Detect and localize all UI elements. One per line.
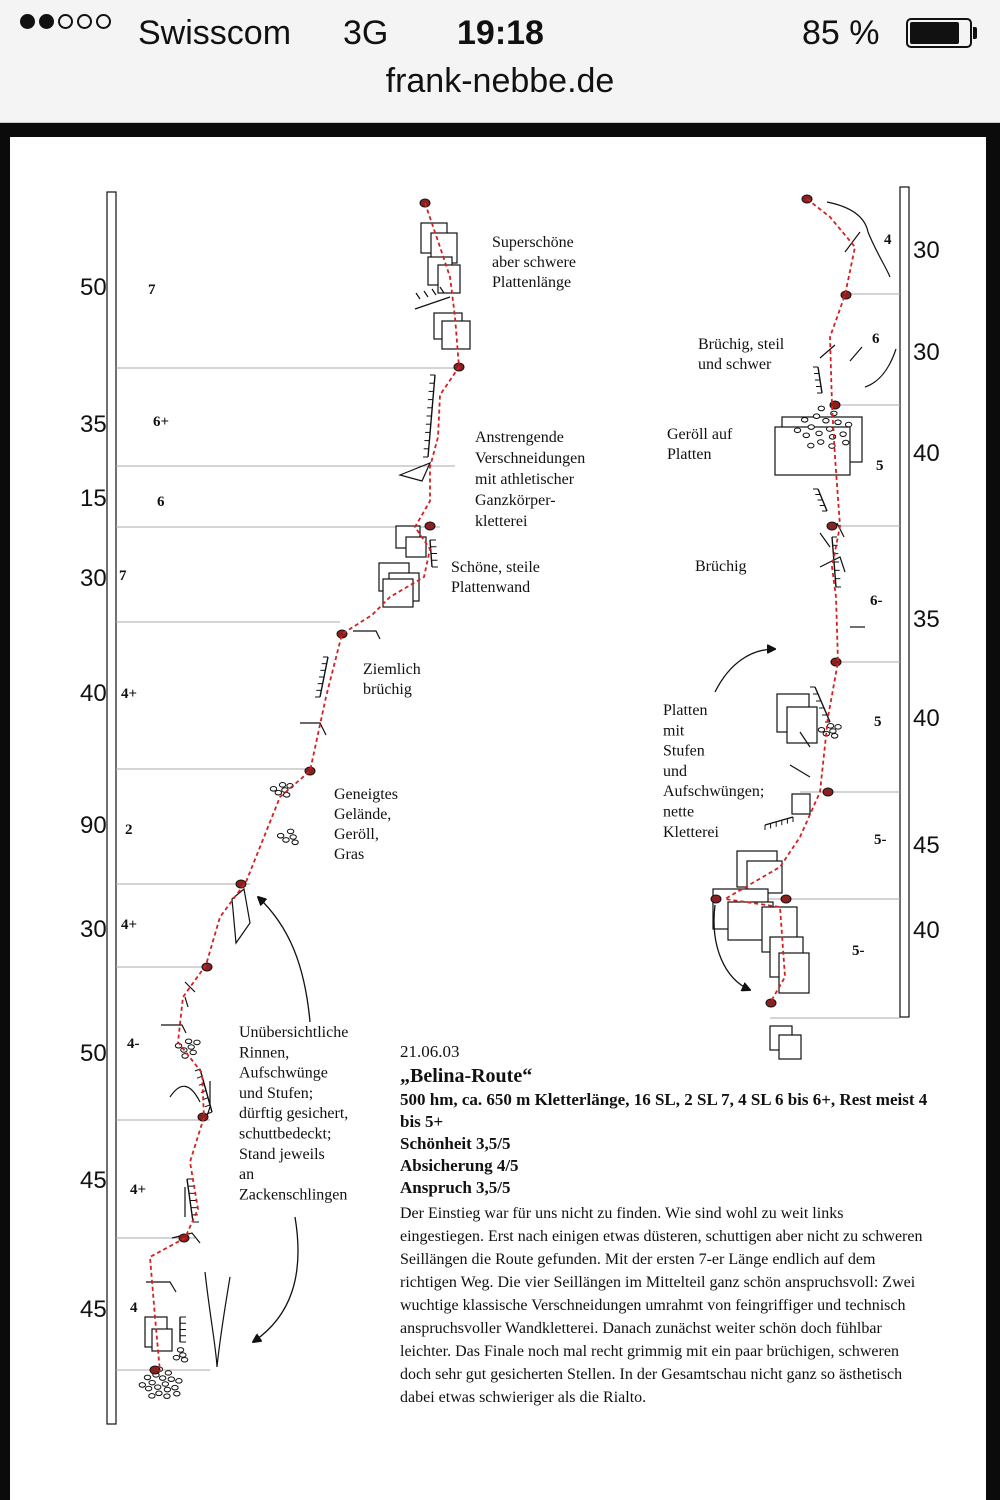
right-pitch-grade: 6 xyxy=(872,331,880,347)
rock-feature xyxy=(170,1086,200,1102)
annotation-rinnen: Aufschwünge xyxy=(239,1064,328,1082)
right-pitch-grade: 5 xyxy=(874,714,882,730)
annotation-stufen: mit xyxy=(663,722,685,740)
left-pitch-grade: 7 xyxy=(119,568,127,584)
left-pitch-length: 30 xyxy=(80,916,107,943)
right-pitch-length: 40 xyxy=(913,440,940,467)
battery-level-fill xyxy=(910,22,959,44)
scree-dot xyxy=(180,1353,186,1358)
rock-feature xyxy=(827,202,890,277)
scree-dot xyxy=(168,1377,174,1382)
left-pitch-grade: 4+ xyxy=(130,1182,147,1198)
scree-dot xyxy=(813,414,819,419)
hatch-tick xyxy=(205,1105,210,1107)
left-pitch-grade: 4+ xyxy=(121,917,138,933)
scree-dot xyxy=(823,418,829,423)
scree-dot xyxy=(149,1394,155,1399)
scree-dot xyxy=(185,1039,191,1044)
scree-dot xyxy=(835,420,841,425)
scree-dot xyxy=(803,433,809,438)
scree-dot xyxy=(174,1391,180,1396)
left-pitch-grade: 6+ xyxy=(153,414,170,430)
right-pitch-length: 30 xyxy=(913,339,940,366)
annotation-verschneidungen: Ganzkörper- xyxy=(475,492,556,509)
annotation-rinnen: Zackenschlingen xyxy=(239,1186,348,1204)
annotation-rinnen: und Stufen; xyxy=(239,1084,314,1102)
scree-dot xyxy=(165,1371,171,1376)
rock-feature xyxy=(820,533,830,547)
left-pitch-length: 50 xyxy=(80,274,107,301)
belay-station xyxy=(827,522,837,530)
right-pitch-grade: 4 xyxy=(884,232,892,248)
battery-percent: 85 % xyxy=(802,14,880,52)
scree-dot xyxy=(279,783,285,788)
left-pitch-grade: 4+ xyxy=(121,686,138,702)
belay-station xyxy=(781,895,791,903)
hatch-tick xyxy=(197,1076,202,1078)
left-pitch-length: 40 xyxy=(80,680,107,707)
right-pitch-grade: 5 xyxy=(876,458,884,474)
rock-feature xyxy=(300,723,326,735)
annotation-bruechig_left: Ziemlich xyxy=(363,661,421,678)
annotation-plattenlaenge: Plattenlänge xyxy=(492,274,572,291)
left-pitch-length: 30 xyxy=(80,565,107,592)
scree-dot xyxy=(843,440,849,445)
scree-dot xyxy=(194,1040,200,1045)
annotation-stufen: nette xyxy=(663,803,695,821)
annotation-gelaende: Geneigtes xyxy=(334,786,398,803)
scree-dot xyxy=(831,734,837,739)
scree-dot xyxy=(181,1357,187,1362)
annotation-stufen: Aufschwüngen; xyxy=(663,783,765,801)
annotation-rinnen: an xyxy=(239,1166,255,1184)
scree-dot xyxy=(835,725,841,730)
right-pitch-length: 30 xyxy=(913,237,940,264)
left-pitch-grade: 4 xyxy=(130,1300,138,1316)
annotation-gelaende: Gras xyxy=(334,846,365,863)
scree-dot xyxy=(827,724,833,729)
web-content[interactable] xyxy=(0,123,1000,1500)
direction-arrow xyxy=(715,649,775,692)
battery-icon xyxy=(906,18,972,48)
scree-dot xyxy=(816,431,822,436)
battery-nub xyxy=(973,27,977,39)
route-report-text: Der Einstieg war für uns nicht zu finden. Wie sind wohl zu weit links eingestiegen. Erst nach einigen etwas düsteren, schuttigen aber nicht zu schweren Seillängen die Route gefunden. Mit der ersten 7-er Länge endlich auf dem richtigen Weg. Die vier Seillängen im Mittelteil ganz schön anspruchsvoll: Zwei wuchtige klassische Verschneidungen umrahmt von feingriffiger und technisch anspruchsvoller Wandkletterei. Danach zunächst weiter schön doch fühlbar leichter. Das Finale noch mal recht grimmig mit ein paar brüchigen, schweren doch sehr gut gesicherten Stellen. In der Gesamtschau nicht ganz so ästhetisch dabei etwas schwieriger als die Rialto. xyxy=(400,1205,923,1406)
annotation-steil: und schwer xyxy=(698,356,772,373)
belay-station xyxy=(831,658,841,666)
annotation-steil: Brüchig, steil xyxy=(698,336,785,353)
scree-dot xyxy=(283,838,289,843)
annotation-geroell: Platten xyxy=(667,446,712,463)
rock-feature xyxy=(205,1272,230,1367)
scree-dot xyxy=(808,443,814,448)
rock-slab xyxy=(775,427,850,475)
scree-dot xyxy=(145,1386,151,1391)
scree-dot xyxy=(155,1385,161,1390)
direction-arrow xyxy=(253,1217,298,1342)
signal-strength-icon xyxy=(20,14,115,29)
left-pitch-length: 50 xyxy=(80,1040,107,1067)
right-pitch-grade: 6- xyxy=(870,593,883,609)
rock-slab xyxy=(787,707,817,743)
annotation-verschneidungen: kletterei xyxy=(475,513,528,530)
rating-difficulty: Anspruch 3,5/5 xyxy=(400,1178,511,1197)
rock-feature xyxy=(353,631,380,639)
belay-station xyxy=(425,522,435,530)
scree-dot xyxy=(156,1391,162,1396)
scree-dot xyxy=(164,1387,170,1392)
scree-dot xyxy=(270,787,276,792)
belay-station xyxy=(823,788,833,796)
annotation-plattenwand: Plattenwand xyxy=(451,579,531,596)
annotation-verschneidungen: Anstrengende xyxy=(475,429,564,446)
right-pitch-length: 40 xyxy=(913,705,940,732)
annotation-stufen: Stufen xyxy=(663,742,705,760)
scree-dot xyxy=(794,428,800,433)
scree-dot xyxy=(173,1355,179,1360)
status-bar xyxy=(0,0,1000,123)
scree-dot xyxy=(830,729,836,734)
annotation-plattenwand: Schöne, steile xyxy=(451,559,540,576)
scree-dot xyxy=(149,1380,155,1385)
annotation-rinnen: Unübersichtliche xyxy=(239,1024,349,1041)
route-stats: 500 hm, ca. 650 m Kletterlänge, 16 SL, 2 SL 7, 4 SL 6 bis 6+, Rest meist 4 bis 5+ xyxy=(400,1090,928,1131)
scree-dot xyxy=(277,833,283,838)
scree-dot xyxy=(176,1379,182,1384)
left-pitch-grade: 4- xyxy=(127,1036,140,1052)
right-pitch-grade: 5- xyxy=(852,943,865,959)
topo-page xyxy=(10,137,986,1500)
scree-dot xyxy=(292,840,298,845)
annotation-stufen: Kletterei xyxy=(663,823,719,841)
belay-station xyxy=(711,895,721,903)
scree-dot xyxy=(845,422,851,427)
rock-feature xyxy=(820,345,862,361)
annotation-stufen: Platten xyxy=(663,702,708,719)
annotation-gelaende: Geröll, xyxy=(334,826,379,843)
annotation-gelaende: Gelände, xyxy=(334,806,392,823)
scree-dot xyxy=(818,440,824,445)
rock-feature xyxy=(790,765,810,777)
left-scale-bar xyxy=(107,192,116,1424)
right-pitch-length: 45 xyxy=(913,832,940,859)
annotation-rinnen: dürftig gesichert, xyxy=(239,1105,349,1123)
scree-dot xyxy=(139,1383,145,1388)
scree-dot xyxy=(162,1382,168,1387)
rock-slab xyxy=(152,1329,172,1351)
belay-station xyxy=(236,880,246,888)
route-date: 21.06.03 xyxy=(400,1042,460,1061)
annotation-rinnen: Stand jeweils xyxy=(239,1145,325,1163)
scree-dot xyxy=(164,1394,170,1399)
right-pitch-grade: 5- xyxy=(874,832,887,848)
scree-dot xyxy=(188,1045,194,1050)
rock-feature xyxy=(865,349,896,387)
right-pitch-length: 40 xyxy=(913,917,940,944)
direction-arrow xyxy=(258,897,310,1022)
scree-dot xyxy=(840,432,846,437)
left-pitch-length: 90 xyxy=(80,812,107,839)
rock-feature xyxy=(185,982,195,1007)
scree-dot xyxy=(801,418,807,423)
rock-slab xyxy=(792,794,810,814)
annotation-plattenlaenge: aber schwere xyxy=(492,254,576,271)
annotation-plattenlaenge: Superschöne xyxy=(492,234,574,251)
annotation-rinnen: Rinnen, xyxy=(239,1044,290,1062)
annotation-bruechig_left: brüchig xyxy=(363,681,412,698)
annotation-stufen: und xyxy=(663,762,687,780)
url-bar[interactable]: frank-nebbe.de xyxy=(385,62,615,100)
scree-dot xyxy=(290,835,296,840)
annotation-verschneidungen: mit athletischer xyxy=(475,471,575,488)
scree-dot xyxy=(177,1348,183,1353)
scree-dot xyxy=(159,1376,165,1381)
annotation-rinnen: schuttbedeckt; xyxy=(239,1125,332,1143)
left-pitch-length: 15 xyxy=(80,485,107,512)
scree-dot xyxy=(287,829,293,834)
right-scale-bar xyxy=(900,187,909,1017)
rock-feature xyxy=(845,232,860,252)
route-description xyxy=(400,1041,930,1409)
scree-dot xyxy=(172,1385,178,1390)
scree-dot xyxy=(829,435,835,440)
left-pitch-grade: 6 xyxy=(157,494,165,510)
annotation-verschneidungen: Verschneidungen xyxy=(475,450,586,467)
hatched-edge xyxy=(765,817,793,825)
left-pitch-grade: 7 xyxy=(148,282,156,298)
carrier-name: Swisscom xyxy=(138,14,292,52)
scree-dot xyxy=(818,728,824,733)
clock: 19:18 xyxy=(457,14,544,52)
scree-dot xyxy=(144,1375,150,1380)
scree-dot xyxy=(826,427,832,432)
rock-slab xyxy=(406,537,426,557)
annotation-geroell: Geröll auf xyxy=(667,426,733,443)
right-pitch-length: 35 xyxy=(913,606,940,633)
rating-beauty: Schönheit 3,5/5 xyxy=(400,1134,511,1153)
left-pitch-length: 45 xyxy=(80,1167,107,1194)
scree-dot xyxy=(283,793,289,798)
belay-station xyxy=(766,999,776,1007)
rock-feature xyxy=(146,1282,176,1292)
left-pitch-grade: 2 xyxy=(125,822,133,838)
scree-dot xyxy=(275,790,281,795)
route-title: „Belina-Route“ xyxy=(400,1065,533,1087)
annotation-bruechig_right: Brüchig xyxy=(695,558,747,575)
scree-dot xyxy=(818,406,824,411)
rock-slab xyxy=(383,579,413,607)
scree-dot xyxy=(808,425,814,430)
belay-station xyxy=(150,1366,160,1374)
network-type: 3G xyxy=(343,14,389,52)
scree-dot xyxy=(190,1050,196,1055)
rating-protection: Absicherung 4/5 xyxy=(400,1156,519,1175)
left-pitch-length: 35 xyxy=(80,411,107,438)
rock-feature xyxy=(161,1025,186,1033)
left-pitch-length: 45 xyxy=(80,1296,107,1323)
